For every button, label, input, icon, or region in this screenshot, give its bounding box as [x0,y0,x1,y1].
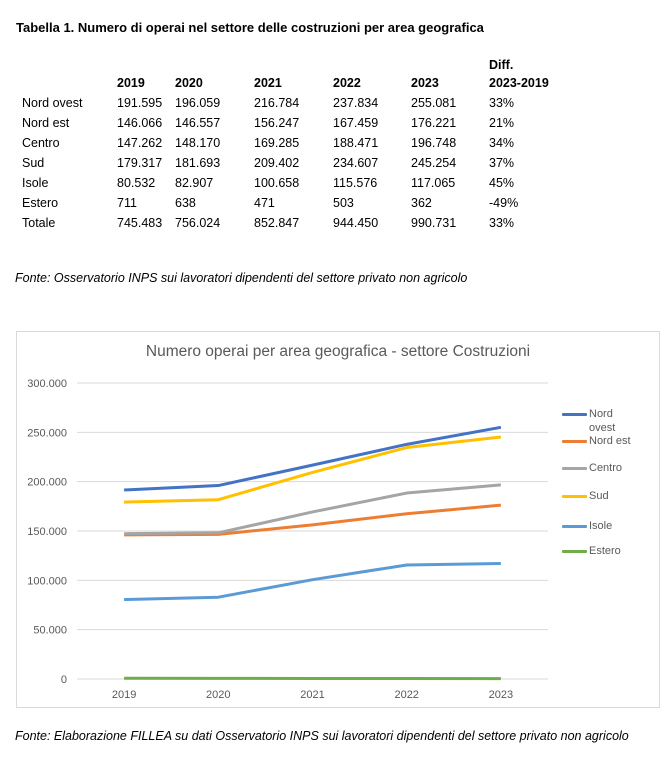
legend-line-swatch [562,550,587,553]
series-line-isole [124,563,501,599]
x-axis-tick-label: 2019 [111,689,137,701]
table-cell: 167.459 [333,116,379,130]
row-label: Totale [22,216,56,230]
table-cell: 169.285 [254,136,300,150]
table-cell: 188.471 [333,136,379,150]
legend-line-swatch [562,413,587,416]
table-cell: 638 [175,196,196,210]
x-axis-tick-label: 2022 [394,689,419,701]
table-cell: 33% [489,96,515,110]
y-axis-tick-label: 150.000 [27,526,67,538]
series-line-nord-est [124,505,501,535]
column-header: 2023-2019 [489,76,549,90]
line-chart [16,331,660,708]
table-row [22,153,584,173]
table-cell: 33% [489,216,515,230]
legend-item-centro [562,461,637,475]
legend-label: Centro [589,462,623,474]
table-cell: 245.254 [411,156,457,170]
legend-line-swatch [562,495,587,498]
legend-label: Nord est [589,435,631,447]
table-cell: 117.065 [411,176,456,190]
header-diff-label: Diff. [489,57,514,72]
legend-label: Estero [589,545,621,557]
table-row [22,113,584,133]
legend-line-swatch [562,440,587,443]
legend-item-isole [562,519,637,533]
row-label: Nord ovest [22,96,83,110]
table-cell: 209.402 [254,156,300,170]
legend-label: Isole [589,520,613,532]
column-header: 2021 [254,76,282,90]
header-spacer [175,56,254,73]
y-axis-tick-label: 100.000 [27,575,67,588]
table-cell: 255.081 [411,96,457,110]
legend-item-estero [562,544,637,558]
table-row [22,173,584,193]
table-cell: 237.834 [333,96,379,110]
table-source-note: Fonte: Osservatorio INPS sui lavoratori dipendenti del settore privato non agricolo [15,271,468,285]
table-cell: 148.170 [175,136,221,150]
series-line-sud [124,437,501,502]
table-cell: 146.557 [175,116,221,130]
table-cell: 181.693 [175,156,221,170]
table-cell: 80.532 [117,176,156,190]
table-cell: 471 [254,196,275,210]
table-row [22,93,584,113]
table-cell: 100.658 [254,176,300,190]
row-label: Centro [22,136,60,150]
table-cell: 115.576 [333,176,378,190]
chart-source-note: Fonte: Elaborazione FILLEA su dati Osservatorio INPS sui lavoratori dipendenti del settore privato non agricolo [15,729,629,743]
table-cell: 503 [333,196,354,210]
table-cell: 234.607 [333,156,379,170]
table-cell: 147.262 [117,136,163,150]
table-header-row-years [22,73,584,93]
table-cell: 179.317 [117,156,163,170]
table-cell: 944.450 [333,216,379,230]
legend-item-sud [562,489,637,503]
table-cell: 45% [489,176,515,190]
table-row [22,193,584,213]
y-axis-tick-label: 250.000 [27,427,67,440]
table-cell: -49% [489,196,519,210]
table-cell: 852.847 [254,216,300,230]
y-axis-tick-label: 0 [60,674,67,686]
legend-label: Sud [589,490,609,502]
table-cell: 756.024 [175,216,221,230]
column-header [22,73,117,93]
header-spacer [254,56,333,73]
table-title: Tabella 1. Numero di operai nel settore delle costruzioni per area geografica [16,20,484,35]
table-cell: 196.748 [411,136,457,150]
table-cell: 745.483 [117,216,163,230]
column-header: 2020 [175,76,203,90]
table-row [22,133,584,153]
header-spacer [22,56,117,73]
table-cell: 21% [489,116,515,130]
header-spacer [333,56,411,73]
table-cell: 362 [411,196,432,210]
row-label: Estero [22,196,59,210]
table-cell: 196.059 [175,96,221,110]
table-cell: 82.907 [175,176,214,190]
chart-title: Numero operai per area geografica - settore Costruzioni [145,343,531,360]
x-axis-tick-label: 2021 [300,689,325,701]
x-axis-tick-label: 2020 [206,689,231,701]
table-cell: 34% [489,136,515,150]
workers-table [22,56,584,233]
legend-item-nord-ovest [562,407,637,435]
series-line-nord-ovest [124,427,501,490]
y-axis-tick-label: 300.000 [27,378,67,390]
column-header: 2023 [411,76,439,90]
table-row [22,213,584,233]
row-label: Isole [22,176,49,190]
legend-line-swatch [562,525,587,528]
row-label: Nord est [22,116,70,130]
legend-item-nord-est [562,434,637,448]
table-cell: 156.247 [254,116,300,130]
header-spacer [411,56,489,73]
y-axis-tick-label: 200.000 [27,476,67,489]
row-label: Sud [22,156,45,170]
table-cell: 711 [117,196,137,210]
header-spacer [117,56,175,73]
table-cell: 176.221 [411,116,457,130]
chart-legend [562,402,658,572]
legend-label: Nord ovest [589,408,616,434]
table-cell: 216.784 [254,96,300,110]
column-header: 2022 [333,76,361,90]
x-axis-tick-label: 2023 [488,689,514,701]
table-cell: 37% [489,156,515,170]
y-axis-tick-label: 50.000 [33,624,67,637]
legend-line-swatch [562,467,587,470]
column-header: 2019 [117,76,145,90]
table-cell: 990.731 [411,216,457,230]
table-cell: 146.066 [117,116,163,130]
table-header-row-diff [22,56,584,73]
table-cell: 191.595 [117,96,163,110]
